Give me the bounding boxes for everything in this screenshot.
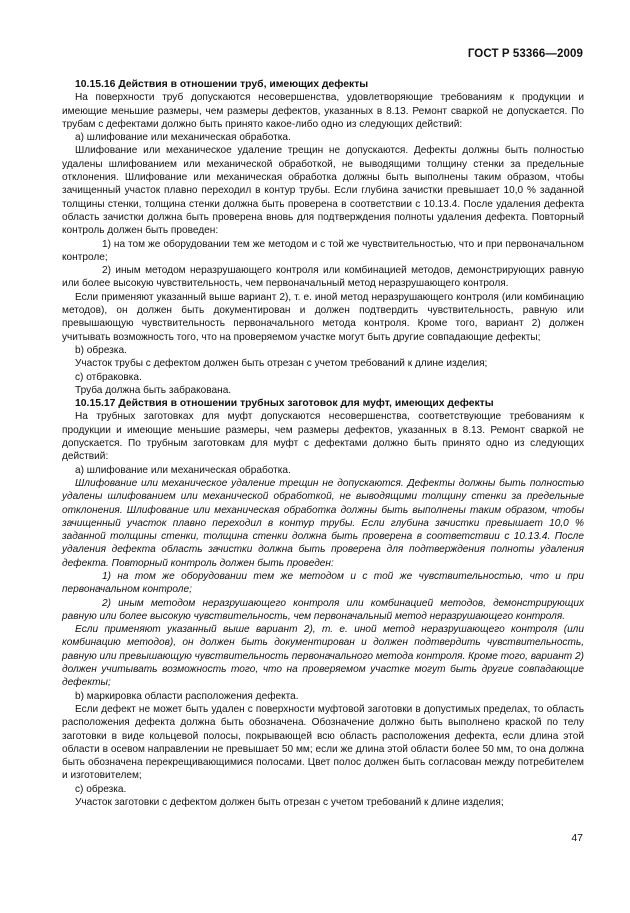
document-body xyxy=(62,78,584,809)
page-header-standard: ГОСТ Р 53366—2009 xyxy=(467,48,583,60)
paragraph: Если применяют указанный выше вариант 2), т. е. иной метод неразрушающего контроля (или комбинацию методов), он должен быть документирован и должен подтвердить чувствительность, равную или превышающую чувствительность первоначального метода контроля. Кроме того, вариант 2) должен учитывать возможность того, что на проверяемом участке могут быть другие совпадающие дефекты; xyxy=(62,291,584,343)
page-number: 47 xyxy=(571,832,583,844)
section-heading: 10.15.17 Действия в отношении трубных заготовок для муфт, имеющих дефекты xyxy=(75,398,494,410)
paragraph: Шлифование или механическое удаление трещин не допускаются. Дефекты должны быть полностью удалены шлифованием или механической обработкой, не выводящими толщину стенки за предельные отклонения. Шлифование или механическая обработка должны быть выполнены таким образом, чтобы зачищенный участок плавно переходил в контур трубы. Если глубина зачистки превышает 10,0 % заданной толщины стенки, толщина стенки должна быть проверена в соответствии с 10.13.4. После удаления дефекта область зачистки должна быть проверена для подтверждения полноты удаления дефекта. Повторный контроль должен быть проведен: xyxy=(62,477,584,569)
list-item: 2) иным методом неразрушающего контроля или комбинацией методов, демонстрирующих равную или более высокую чувствительность, чем первоначальный метод неразрушающего контроля. xyxy=(62,597,584,622)
paragraph: Если применяют указанный выше вариант 2), т. е. иной метод неразрушающего контроля (или комбинацию методов), он должен быть документирован и должен подтвердить чувствительность, равную или превышающую чувствительность первоначального метода контроля. Кроме того, вариант 2) должен учитывать возможность того, что на проверяемом участке могут быть другие совпадающие дефекты; xyxy=(62,624,584,689)
list-item: 1) на том же оборудовании тем же методом и с той же чувствительностью, что и при первоначальном контроле; xyxy=(62,570,584,596)
paragraph: На поверхности труб допускаются несовершенства, удовлетворяющие требованиям к продукции и имеющие меньшие размеры, чем размеры дефектов, указанных в 8.13. Ремонт сваркой не допускается. По трубам с дефектами должно быть принято какое-либо одно из следующих действий: xyxy=(62,92,584,130)
paragraph: Участок заготовки с дефектом должен быть отрезан с учетом требований к длине изделия; xyxy=(75,797,504,809)
list-item: a) шлифование или механическая обработка. xyxy=(75,464,291,476)
paragraph: Шлифование или механическое удаление трещин не допускаются. Дефекты должны быть полностью удалены шлифованием или механической обработкой, не выводящими толщину стенки за предельные отклонения. Шлифование или механическая обработка должны быть выполнены таким образом, чтобы зачищенный участок плавно переходил в контур трубы. Если глубина зачистки превышает 10,0 % заданной толщины стенки, толщина стенки должна быть проверена в соответствии с 10.13.4. После удаления дефекта область зачистки должна быть проверена вновь для подтверждения полноты удаления дефекта. Повторный контроль должен быть проведен: xyxy=(62,145,584,237)
list-item: b) маркировка области расположения дефекта. xyxy=(75,690,299,702)
list-item: 2) иным методом неразрушающего контроля или комбинацией методов, демонстрирующих равную или более высокую чувствительность, чем первоначальный метод неразрушающего контроля. xyxy=(62,265,584,290)
paragraph: Если дефект не может быть удален с поверхности муфтовой заготовки в допустимых пределах, то область расположения дефекта должна быть обозначена. Обозначение должно быть выполнено краской по телу заготовки в виде кольцевой полосы, покрывающей всю область расположения дефекта, если длина этой области в осевом направлении не превышает 50 мм; если же длина этой области более 50 мм, то она должна быть обозначена перекрещивающимися полосами. Цвет полос должен быть согласован между потребителем и изготовителем; xyxy=(62,703,584,782)
list-item: c) отбраковка. xyxy=(75,371,142,383)
list-item: b) обрезка. xyxy=(75,344,127,356)
paragraph: Труба должна быть забракована. xyxy=(75,384,232,396)
section-heading: 10.15.16 Действия в отношении труб, имеющих дефекты xyxy=(75,79,369,90)
list-item: 1) на том же оборудовании тем же методом и с той же чувствительностью, что и при первоначальном контроле; xyxy=(62,238,584,263)
list-item: a) шлифование или механическая обработка. xyxy=(75,132,291,144)
paragraph: Участок трубы с дефектом должен быть отрезан с учетом требований к длине изделия; xyxy=(75,358,488,370)
list-item: c) обрезка. xyxy=(75,783,127,795)
paragraph: На трубных заготовках для муфт допускаются несовершенства, соответствующие требованиям к продукции и имеющие меньшие размеры, чем размеры дефектов, указанных в 8.13. Ремонт сваркой не допускается. По трубным заготовкам для муфт с дефектами должно быть принято одно из следующих действий: xyxy=(62,411,584,463)
